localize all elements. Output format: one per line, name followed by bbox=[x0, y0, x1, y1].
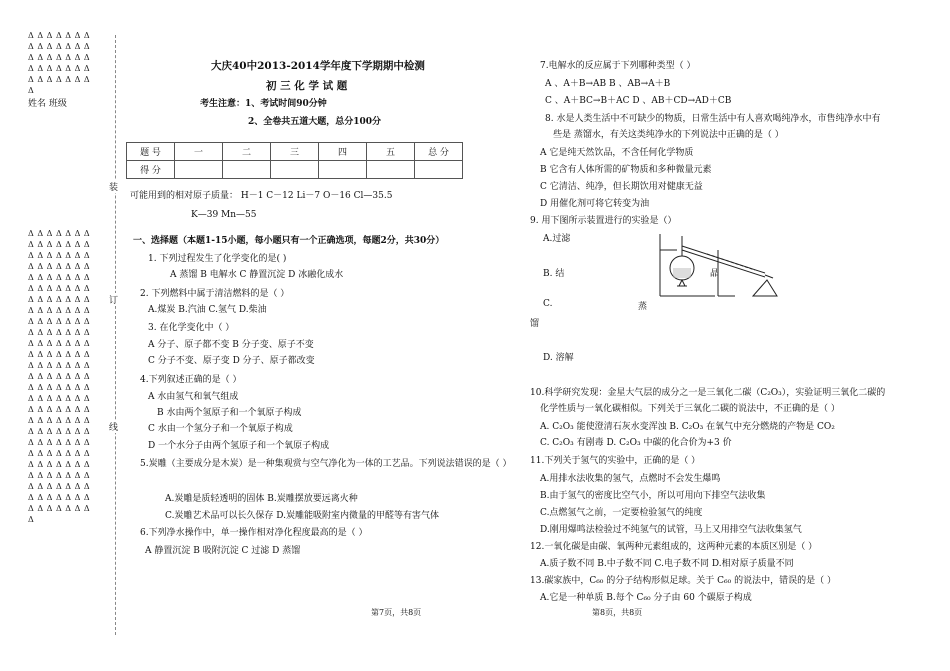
question-line: C.点燃氢气之前，一定要检验氢气的纯度 bbox=[540, 508, 703, 518]
notice-1: 考生注意：1、考试时间90分钟 bbox=[200, 99, 327, 109]
question-line: C. bbox=[543, 299, 553, 309]
notice-2: 2、全卷共五道大题，总分100分 bbox=[248, 117, 382, 127]
question-line: C 它清洁、纯净，但长期饮用对健康无益 bbox=[540, 182, 703, 192]
score-cell[interactable] bbox=[175, 161, 223, 179]
exam-subtitle: 初 三 化 学 试 题 bbox=[266, 80, 348, 92]
question-line: 6.下列净水操作中，单一操作相对净化程度最高的是（ ） bbox=[140, 528, 368, 538]
question-line: 10.科学研究发现：金星大气层的成分之一是三氧化二碳（C₂O₃），实验证明三氧化二碳的 bbox=[530, 388, 886, 398]
score-header-cell: 一 bbox=[175, 143, 223, 161]
score-header-cell: 总 分 bbox=[415, 143, 463, 161]
question-line: A.过滤 bbox=[543, 234, 571, 244]
question-line: 些是 蒸馏水，有关这类纯净水的下列说法中正确的是（ ） bbox=[553, 130, 784, 140]
score-cell[interactable] bbox=[271, 161, 319, 179]
question-line: D. 溶解 bbox=[543, 353, 574, 363]
margin-triangles-bottom: Δ Δ Δ Δ Δ Δ Δ Δ Δ Δ Δ Δ Δ Δ Δ Δ Δ Δ Δ Δ Δ Δ Δ Δ Δ Δ Δ Δ Δ Δ Δ Δ Δ Δ Δ Δ Δ Δ Δ Δ Δ Δ Δ Δ Δ Δ Δ Δ Δ Δ Δ Δ Δ Δ Δ Δ Δ Δ Δ Δ Δ Δ Δ Δ Δ Δ Δ Δ Δ Δ Δ Δ Δ Δ Δ Δ Δ Δ Δ Δ Δ Δ Δ Δ Δ Δ Δ Δ Δ Δ Δ Δ Δ Δ Δ Δ Δ Δ Δ Δ Δ Δ Δ Δ Δ Δ Δ Δ Δ Δ Δ Δ Δ Δ Δ Δ Δ Δ Δ Δ Δ Δ Δ Δ Δ Δ Δ Δ Δ Δ Δ Δ Δ Δ Δ Δ Δ Δ Δ Δ Δ Δ Δ Δ Δ Δ Δ Δ Δ Δ Δ Δ Δ Δ Δ Δ Δ Δ Δ Δ Δ Δ Δ Δ Δ Δ Δ Δ Δ Δ Δ Δ Δ Δ Δ Δ Δ Δ Δ Δ Δ Δ Δ bbox=[28, 229, 91, 524]
distillation-apparatus-diagram bbox=[655, 228, 805, 300]
question-line: A 蒸馏 B 电解水 C 静置沉淀 D 冰融化成水 bbox=[170, 270, 344, 280]
name-class-label: 姓名 班级 bbox=[28, 99, 67, 109]
question-line: D.刚用爆鸣法检验过不纯氢气的试管，马上又用排空气法收集氢气 bbox=[540, 525, 802, 535]
question-line: B. 结 bbox=[543, 269, 565, 279]
question-line: C. C₂O₃ 有剧毒 D. C₂O₃ 中碳的化合价为+3 价 bbox=[540, 438, 732, 448]
exam-title: 大庆40中2013-2014学年度下学期期中检测 bbox=[211, 60, 425, 72]
score-cell[interactable] bbox=[319, 161, 367, 179]
binding-mark-xian: 线 bbox=[109, 420, 118, 433]
question-line: 1. 下列过程发生了化学变化的是( ) bbox=[148, 254, 287, 264]
score-header-cell: 题 号 bbox=[127, 143, 175, 161]
question-line: 晶 bbox=[710, 269, 720, 279]
score-cell[interactable] bbox=[223, 161, 271, 179]
question-line: C 分子不变、原子变 D 分子、原子都改变 bbox=[148, 356, 315, 366]
score-cell[interactable] bbox=[367, 161, 415, 179]
question-line: 8. 水是人类生活中不可缺少的物质，日常生活中有人喜欢喝纯净水，市售纯净水中有 bbox=[545, 114, 881, 124]
question-line: 9. 用下图所示装置进行的实验是（） bbox=[530, 216, 677, 226]
question-line: D 一个水分子由两个氢原子和一个氧原子构成 bbox=[148, 441, 330, 451]
score-cell[interactable] bbox=[415, 161, 463, 179]
page-number-right: 第8页，共8页 bbox=[592, 608, 643, 617]
question-line: 12.一氧化碳是由碳、氧两种元素组成的，这两种元素的本质区别是（ ） bbox=[530, 542, 818, 552]
section-1-heading: 一、选择题（本题1-15小题，每小题只有一个正确选项，每题2分，共30分） bbox=[133, 236, 445, 246]
question-line: 4.下列叙述正确的是（ ） bbox=[140, 375, 242, 385]
question-line: A 静置沉淀 B 吸附沉淀 C 过滤 D 蒸馏 bbox=[145, 546, 301, 556]
question-line: 13.碳家族中，C₆₀ 的分子结构形似足球。关于 C₆₀ 的说法中，错误的是（ ） bbox=[530, 576, 836, 586]
question-line: 7.电解水的反应属于下列哪种类型（ ） bbox=[540, 61, 696, 71]
question-line: A 水由氢气和氧气组成 bbox=[148, 392, 239, 402]
score-header-cell: 二 bbox=[223, 143, 271, 161]
question-line: D 用催化剂可将它转变为油 bbox=[540, 199, 650, 209]
question-line: A.煤炭 B.汽油 C.氢气 D.柴油 bbox=[148, 305, 267, 315]
question-line: B 它含有人体所需的矿物质和多种微量元素 bbox=[540, 165, 712, 175]
binding-line bbox=[115, 35, 116, 635]
question-line: C 水由一个氢分子和一个氧原子构成 bbox=[148, 424, 293, 434]
binding-mark-ding: 订 bbox=[109, 293, 118, 306]
question-line: A 、A＋B→AB B 、AB→A＋B bbox=[545, 79, 671, 89]
margin-triangles-top: Δ Δ Δ Δ Δ Δ Δ Δ Δ Δ Δ Δ Δ Δ Δ Δ Δ Δ Δ Δ Δ Δ Δ Δ Δ Δ Δ Δ Δ Δ Δ Δ Δ Δ Δ Δ bbox=[28, 31, 91, 95]
score-header-cell: 三 bbox=[271, 143, 319, 161]
score-table bbox=[126, 142, 463, 179]
binding-mark-zhuang: 装 bbox=[109, 180, 118, 193]
question-line: 3. 在化学变化中（ ） bbox=[148, 323, 235, 333]
question-line: B.由于氢气的密度比空气小，所以可用向下排空气法收集 bbox=[540, 491, 766, 501]
page-number-left: 第7页，共8页 bbox=[371, 608, 422, 617]
question-line: A 它是纯天然饮品，不含任何化学物质 bbox=[540, 148, 694, 158]
question-line: C.炭雕艺术品可以长久保存 D.炭雕能吸附室内微量的甲醛等有害气体 bbox=[165, 511, 440, 521]
question-line: A. C₂O₃ 能使澄清石灰水变浑浊 B. C₂O₃ 在氧气中充分燃烧的产物是 CO₂ bbox=[540, 422, 835, 432]
score-header-row bbox=[127, 143, 463, 161]
question-line: A.质子数不同 B.中子数不同 C.电子数不同 D.相对原子质量不同 bbox=[540, 559, 794, 569]
question-line: A.用排水法收集的氢气，点燃时不会发生爆鸣 bbox=[540, 474, 721, 484]
question-line: 2. 下列燃料中属于清洁燃料的是（ ） bbox=[140, 289, 290, 299]
question-line: B 水由两个氢原子和一个氧原子构成 bbox=[157, 408, 302, 418]
question-line: 化学性质与一氧化碳相似。下列关于三氧化二碳的说法中，不正确的是（ ） bbox=[540, 404, 840, 414]
question-line: A.炭雕是质轻透明的固体 B.炭雕摆放要远离火种 bbox=[165, 494, 358, 504]
score-header-cell: 五 bbox=[367, 143, 415, 161]
question-line: 蒸 bbox=[638, 302, 648, 312]
question-line: 馏 bbox=[530, 319, 540, 329]
question-line: C 、A＋BC→B＋AC D 、AB＋CD→AD＋CB bbox=[545, 96, 732, 106]
atomic-mass-line: 可能用到的相对原子质量： H－1 C－12 Li－7 O－16 Cl—35.5 bbox=[130, 191, 393, 201]
question-line: A.它是一种单质 B.每个 C₆₀ 分子由 60 个碳原子构成 bbox=[540, 593, 752, 603]
score-row-label: 得 分 bbox=[127, 161, 175, 179]
score-row bbox=[127, 161, 463, 179]
atomic-mass-line-2: K—39 Mn—55 bbox=[191, 210, 257, 220]
question-line: A 分子、原子都不变 B 分子变、原子不变 bbox=[148, 340, 314, 350]
score-header-cell: 四 bbox=[319, 143, 367, 161]
question-line: 11.下列关于氢气的实验中，正确的是（ ） bbox=[530, 456, 701, 466]
question-line: 5.炭雕（主要成分是木炭）是一种集观赏与空气净化为一体的工艺品。下列说法错误的是（ ） bbox=[140, 459, 512, 469]
